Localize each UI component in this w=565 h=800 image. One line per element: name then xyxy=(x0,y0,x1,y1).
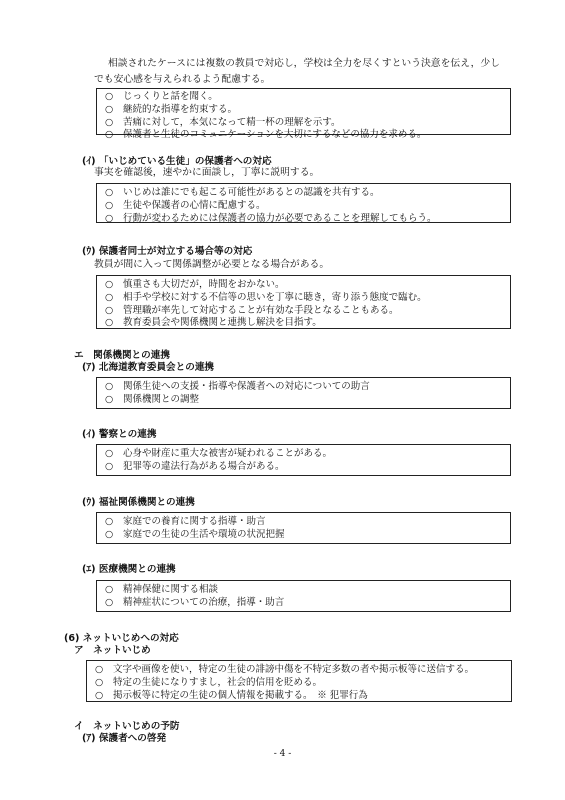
list-item: ○ 行動が変わるためには保護者の協力が必要であることを理解してもらう。 xyxy=(105,212,437,224)
section-heading: (ｲ) 「いじめている生徒」の保護者への対応 xyxy=(82,156,272,167)
parent-conflict-points-box xyxy=(96,275,511,329)
list-item: ○ 教育委員会や関係機関と連携し解決を目指す。 xyxy=(105,317,322,329)
section-heading: (6) ネットいじめへの対応 xyxy=(64,633,179,644)
list-item: ○ 精神保健に関する相談 xyxy=(105,584,219,595)
list-item: ○ 特定の生徒になりすまし，社会的信用を貶める。 xyxy=(95,676,323,688)
list-item: ○ 関係生徒への支援・指導や保護者への対応についての助言 xyxy=(105,381,370,392)
education-board-box xyxy=(96,377,511,409)
page-number: - 4 - xyxy=(273,749,292,759)
section-description: 事実を確認後，速やかに面談し，丁寧に説明する。 xyxy=(94,167,320,178)
section-heading: エ 関係機関との連携 xyxy=(74,350,170,361)
list-item: ○ 文字や画像を使い，特定の生徒の誹謗中傷を不特定多数の者や掲示板等に送信する。 xyxy=(95,664,475,675)
net-bullying-box xyxy=(86,660,512,702)
subsection-heading: (ｳ) 福祉関係機関との連携 xyxy=(82,497,195,508)
subsection-heading: (ｱ) 保護者への啓発 xyxy=(82,733,167,744)
list-item: ○ 精神症状についての治療，指導・助言 xyxy=(105,596,285,608)
list-item: ○ 家庭での養育に関する指導・助言 xyxy=(105,516,266,527)
subsection-heading: ア ネットいじめ xyxy=(74,645,151,656)
subsection-heading: (ｲ) 警察との連携 xyxy=(82,429,157,440)
section-description: 教員が間に入って関係調整が必要となる場合がある。 xyxy=(94,259,330,270)
list-item: ○ じっくりと話を聞く。 xyxy=(105,91,218,102)
list-item: ○ 継続的な指導を約束する。 xyxy=(105,103,238,115)
intro-line-2: でも安心感を与えられるよう配慮する。 xyxy=(94,74,271,85)
list-item: ○ 家庭での生徒の生活や環境の状況把握 xyxy=(105,528,285,540)
intro-line-1: 相談されたケースには複数の教員で対応し，学校は全力を尽くすという決意を伝え，少し xyxy=(108,58,500,69)
list-item: ○ 保護者と生徒のコミュニケーションを大切にするなどの協力を求める。 xyxy=(105,129,427,141)
list-item: ○ 犯罪等の違法行為がある場合がある。 xyxy=(105,460,285,472)
list-item: ○ 関係機関との調整 xyxy=(105,393,200,405)
list-item: ○ 心身や財産に重大な被害が疑われることがある。 xyxy=(105,448,333,459)
welfare-box xyxy=(96,512,511,544)
list-item: ○ 生徒や保護者の心情に配慮する。 xyxy=(105,199,266,211)
medical-box xyxy=(96,580,511,612)
list-item: ○ 慎重さも大切だが，時間をおかない。 xyxy=(105,279,285,290)
section-heading: イ ネットいじめの予防 xyxy=(74,721,180,732)
list-item: ○ 管理職が率先して対応することが有効な手段となることもある。 xyxy=(105,304,399,316)
list-item: ○ 相手や学校に対する不信等の思いを丁寧に聴き，寄り添う態度で臨む。 xyxy=(105,291,427,303)
section-heading: (ｳ) 保護者同士が対立する場合等の対応 xyxy=(82,246,253,257)
support-points-box xyxy=(96,88,511,141)
subsection-heading: (ｴ) 医療機関との連携 xyxy=(82,564,176,575)
subsection-heading: (ｱ) 北海道教育委員会との連携 xyxy=(82,362,215,373)
police-box xyxy=(96,444,511,476)
bully-parent-points-box xyxy=(96,183,511,223)
list-item: ○ 掲示板等に特定の生徒の個人情報を掲載する。 ※ 犯罪行為 xyxy=(95,689,368,701)
list-item: ○ 苦痛に対して，本気になって精一杯の理解を示す。 xyxy=(105,116,341,128)
list-item: ○ いじめは誰にでも起こる可能性があるとの認識を共有する。 xyxy=(105,187,380,198)
